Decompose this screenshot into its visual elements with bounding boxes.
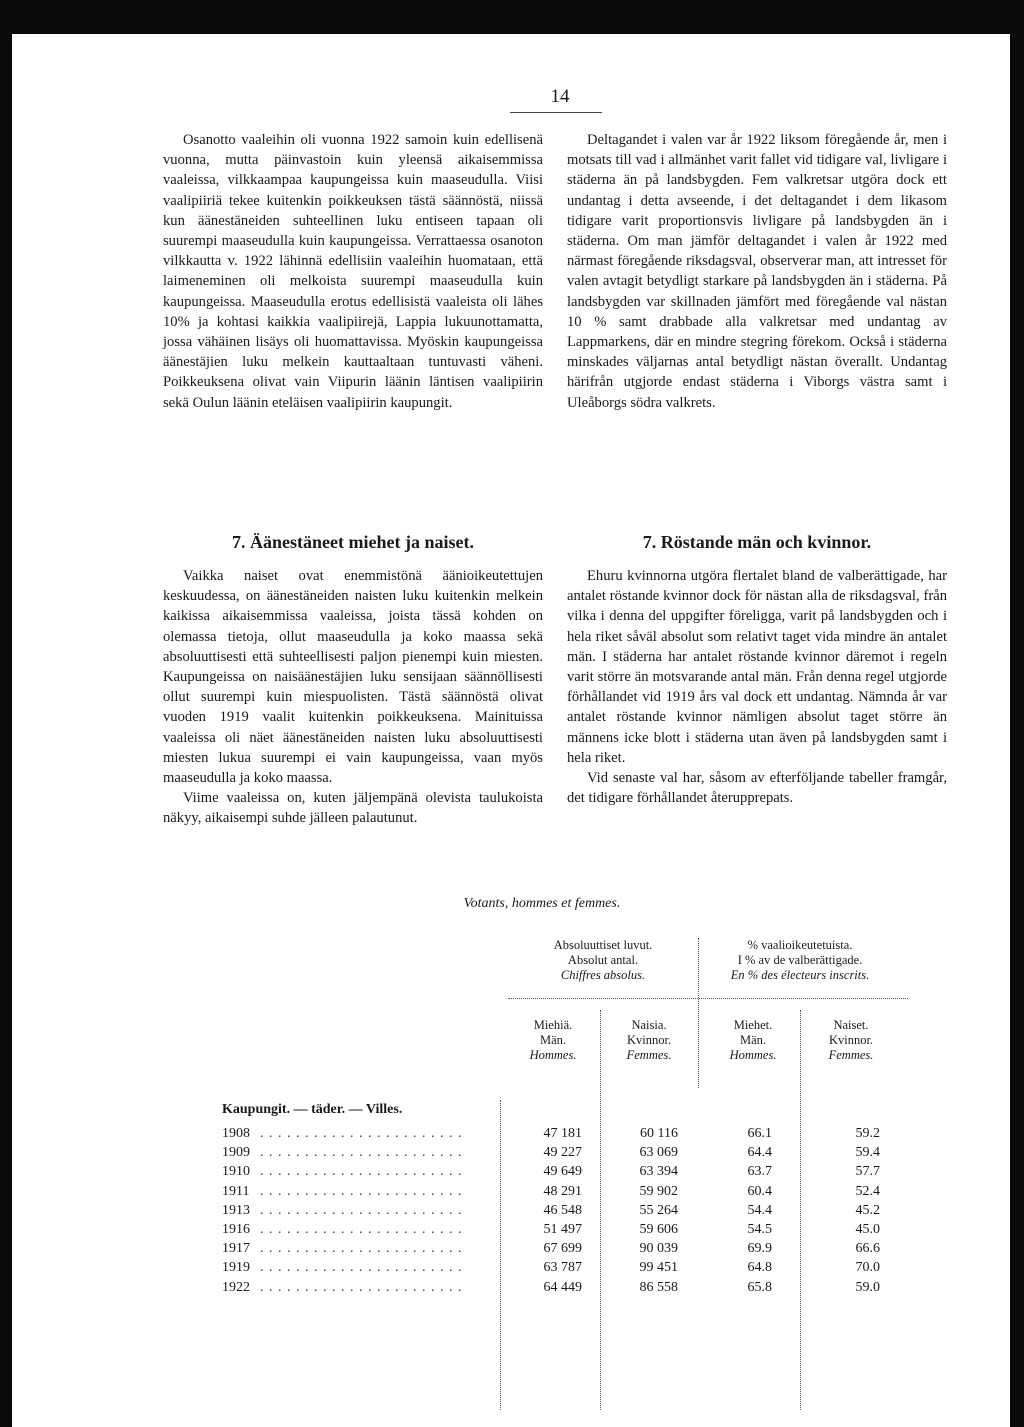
cell-men: 49 649 — [543, 1164, 582, 1180]
header-absolute — [508, 938, 698, 983]
cell-women-pct: 70.0 — [855, 1260, 880, 1276]
cell-women-pct: 52.4 — [855, 1183, 880, 1199]
leader-dots: . . . . . . . . . . . . . . . . . . . . . . . — [260, 1145, 463, 1161]
col-men-pct-sv: Män. — [739, 1033, 767, 1047]
table-row — [222, 1260, 922, 1279]
col-women-abs-sv: Kvinnor. — [626, 1033, 672, 1047]
scan-border-left — [0, 0, 12, 1427]
header-percent-sv: I % av de valberättigade. — [737, 953, 863, 967]
cell-men: 49 227 — [543, 1145, 582, 1161]
swedish-section-paragraph-2: Vid senaste val har, såsom av efterföljande tabeller framgår, det tidigare förhållandet återupprepats. — [567, 770, 947, 807]
swedish-section-column — [567, 566, 947, 808]
cell-women: 99 451 — [639, 1260, 678, 1276]
scan-border-top — [0, 0, 1024, 34]
header-absolute-fr: Chiffres absolus. — [560, 968, 646, 982]
swedish-intro-column — [567, 130, 947, 413]
table-row — [222, 1126, 922, 1145]
header-absolute-fi: Absoluuttiset luvut. — [553, 938, 653, 952]
row-year: 1910 — [222, 1164, 250, 1180]
finnish-section-paragraph-1: Vaikka naiset ovat enemmistönä äänioikeutettujen keskuudessa, on äänestäneiden naisten luku kuitenkin melkein kaikissa aikaisemmissa vaaleissa, joista tässä kohden on olemassa tietoja, ollut maaseudulla ja koko maassa sekä absoluuttisesti että suhteellisesti paljon pienempi kuin miesten. Kaupungeissa on naisäänestäjien luku sensijaan säännöllisesti ollut suurempi kuin miespuolisten. Tästä säännöstä olivat vuoden 1919 vaalit kuitenkin poikkeuksena. Mainituissa vaaleissa oli näet äänestäneiden naisten luku absoluuttisesti miesten lukua suurempi ei vain kaupungeissa, vaan myös maaseudulla ja koko maassa. — [163, 568, 543, 787]
cell-women-pct: 57.7 — [855, 1164, 880, 1180]
cell-women: 60 116 — [640, 1126, 678, 1141]
cell-women: 59 902 — [639, 1183, 678, 1199]
cell-men: 51 497 — [543, 1222, 582, 1237]
table-row — [222, 1241, 922, 1260]
col-women-pct-sv: Kvinnor. — [828, 1033, 874, 1047]
cell-men: 48 291 — [543, 1183, 582, 1199]
cell-men-pct: 69.9 — [747, 1241, 772, 1257]
cell-men: 67 699 — [543, 1241, 582, 1257]
col-men-abs — [508, 1018, 598, 1063]
cell-men: 47 181 — [543, 1126, 582, 1141]
header-percent-fi: % vaalioikeutetuista. — [747, 938, 853, 952]
col-women-abs — [604, 1018, 694, 1063]
col-men-abs-sv: Män. — [539, 1033, 567, 1047]
row-year: 1911 — [222, 1183, 250, 1199]
swedish-section-paragraph-1: Ehuru kvinnorna utgöra flertalet bland de valberättigade, har antalet röstande kvinnor dock för nästan alla de riksdagsval, från vilka i denna del uppgifter föreligga, varit på landsbygden och i hela riket såväl absolut som relativt taget vida mindre än antalet män. I städerna har antalet röstande kvinnor däremot i regeln varit större än motsvarande antal män. Från denna regel utgjorde förhållandet vid 1919 års val dock ett undantag. Nämnda år var antalet röstande kvinnor nämligen absolut taget större än männens icke blott i städerna utan även på landsbygden samt i hela riket. — [567, 568, 947, 766]
cell-women-pct: 59.4 — [855, 1145, 880, 1161]
col-women-pct-fr: Femmes. — [828, 1048, 874, 1062]
page-number-rule — [510, 112, 602, 113]
cell-men-pct: 54.5 — [747, 1222, 772, 1237]
scan-border-right — [1010, 0, 1024, 1427]
cell-men: 46 548 — [543, 1202, 582, 1218]
leader-dots: . . . . . . . . . . . . . . . . . . . . . . . — [260, 1164, 463, 1180]
leader-dots: . . . . . . . . . . . . . . . . . . . . . . . — [260, 1279, 463, 1295]
row-year: 1919 — [222, 1260, 250, 1276]
col-women-pct-fi: Naiset. — [833, 1018, 869, 1032]
cell-women: 55 264 — [639, 1202, 678, 1218]
row-year: 1917 — [222, 1241, 250, 1257]
leader-dots: . . . . . . . . . . . . . . . . . . . . . . . — [260, 1183, 463, 1199]
col-men-pct-fr: Hommes. — [729, 1048, 777, 1062]
swedish-intro-paragraph: Deltagandet i valen var år 1922 liksom föregående år, men i motsats till vad i allmänhet varit fallet vid tidigare val, livligare i städerna än på landsbygden. Fem valkretsar utgöra dock ett undantag i detta avseende, i det deltagandet i dem likasom tidigare varit proportionsvis livligare på landsbygden än i städerna. Om man jämför deltagandet i valen år 1922 med närmast föregående riksdagsval, observerar man, att intresset för valen avtagit betydligt starkare på landsbygden än i städerna. På landsbygden var skillnaden jämfört med föregående val nästan 10 % samt drabbade alla valkretsar med undantag av Lappmarkens, där en mindre stegring förekom. Också i städerna minskades väljarnas antal betydligt nästan överallt. Undantag härifrån utgjorde endast städerna i Viborgs västra samt i Uleåborgs södra valkrets. — [567, 132, 947, 411]
header-percent-fr: En % des électeurs inscrits. — [730, 968, 870, 982]
cell-women: 63 069 — [639, 1145, 678, 1161]
header-separator — [698, 938, 699, 1088]
cell-women-pct: 59.0 — [855, 1279, 880, 1295]
cell-women: 59 606 — [639, 1222, 678, 1237]
table-row — [222, 1164, 922, 1183]
finnish-section-paragraph-2: Viime vaaleissa on, kuten jäljempänä olevista taulukoista näkyy, aikaisempi suhde jälleen palautunut. — [163, 790, 543, 827]
section-label: Kaupungit. — täder. — Villes. — [222, 1102, 403, 1117]
leader-dots: . . . . . . . . . . . . . . . . . . . . . . . — [260, 1241, 463, 1257]
cell-men-pct: 64.8 — [747, 1260, 772, 1276]
cell-women-pct: 45.0 — [855, 1222, 880, 1237]
table-caption: Votants, hommes et femmes. — [463, 896, 621, 911]
cell-women: 86 558 — [639, 1279, 678, 1295]
col-men-pct-fi: Miehet. — [733, 1018, 773, 1032]
cell-women-pct: 59.2 — [855, 1126, 880, 1141]
leader-dots: . . . . . . . . . . . . . . . . . . . . . . . — [260, 1126, 463, 1141]
leader-dots: . . . . . . . . . . . . . . . . . . . . . . . — [260, 1260, 463, 1276]
cell-women-pct: 66.6 — [855, 1241, 880, 1257]
cell-men-pct: 66.1 — [747, 1126, 772, 1141]
cell-men: 64 449 — [543, 1279, 582, 1295]
col-women-pct — [806, 1018, 896, 1063]
cell-women: 63 394 — [639, 1164, 678, 1180]
finnish-intro-column — [163, 130, 543, 413]
header-percent — [700, 938, 900, 983]
col-men-abs-fr: Hommes. — [529, 1048, 577, 1062]
cell-men-pct: 54.4 — [747, 1202, 772, 1218]
table-row — [222, 1184, 922, 1203]
cell-women-pct: 45.2 — [855, 1202, 880, 1218]
cell-women: 90 039 — [639, 1241, 678, 1257]
table-row — [222, 1145, 922, 1164]
row-year: 1916 — [222, 1222, 250, 1237]
leader-dots: . . . . . . . . . . . . . . . . . . . . . . . — [260, 1202, 463, 1218]
row-year: 1909 — [222, 1145, 250, 1161]
finnish-section-column — [163, 566, 543, 829]
cell-men: 63 787 — [543, 1260, 582, 1276]
row-year: 1922 — [222, 1279, 250, 1295]
header-absolute-sv: Absolut antal. — [567, 953, 639, 967]
cell-men-pct: 64.4 — [747, 1145, 772, 1161]
swedish-section-heading: 7. Röstande män och kvinnor. — [642, 532, 872, 552]
col-men-pct — [708, 1018, 798, 1063]
table-row — [222, 1222, 922, 1241]
finnish-section-heading: 7. Äänestäneet miehet ja naiset. — [232, 532, 474, 552]
cell-men-pct: 65.8 — [747, 1279, 772, 1295]
col-men-abs-fi: Miehiä. — [533, 1018, 573, 1032]
row-year: 1913 — [222, 1202, 250, 1218]
row-year: 1908 — [222, 1126, 250, 1141]
table-row — [222, 1280, 922, 1299]
header-divider — [508, 998, 908, 999]
leader-dots: . . . . . . . . . . . . . . . . . . . . . . . — [260, 1222, 463, 1237]
finnish-intro-paragraph: Osanotto vaaleihin oli vuonna 1922 samoin kuin edellisenä vuonna, mutta päinvastoin kuin yleensä aikaisemmissa vaaleissa, vilkkaampaa kaupungeissa kuin maaseudulla. Viisi vaalipiiriä tekee kuitenkin poikkeuksen tästä säännöstä, niissä kun äänestäneiden suhteellinen luku entiseen tapaan oli suurempi maaseudulla kuin kaupungeissa. Verrattaessa osanoton vilkkautta v. 1922 lähinnä edellisiin vaaleihin huomataan, että laimeneminen oli melkoista suurempi maaseudulla kuin kaupungeissa. Maaseudulla erotus edellisistä vaaleista oli lähes 10% ja kohtasi kaikkia vaalipiirejä, Lappia lukuunottamatta, jossa vähäinen lisäys oli huomattavissa. Myöskin kaupungeissa äänestäjien luku melkein kauttaaltaan tuntuvasti väheni. Poikkeuksena olivat vain Viipurin läänin läntisen vaalipiirin sekä Oulun läänin eteläisen vaalipiirin kaupungit. — [163, 132, 543, 411]
table-row — [222, 1203, 922, 1222]
cell-men-pct: 63.7 — [747, 1164, 772, 1180]
cell-men-pct: 60.4 — [747, 1183, 772, 1199]
page-number: 14 — [550, 86, 570, 107]
col-women-abs-fi: Naisia. — [631, 1018, 667, 1032]
col-women-abs-fr: Femmes. — [626, 1048, 672, 1062]
